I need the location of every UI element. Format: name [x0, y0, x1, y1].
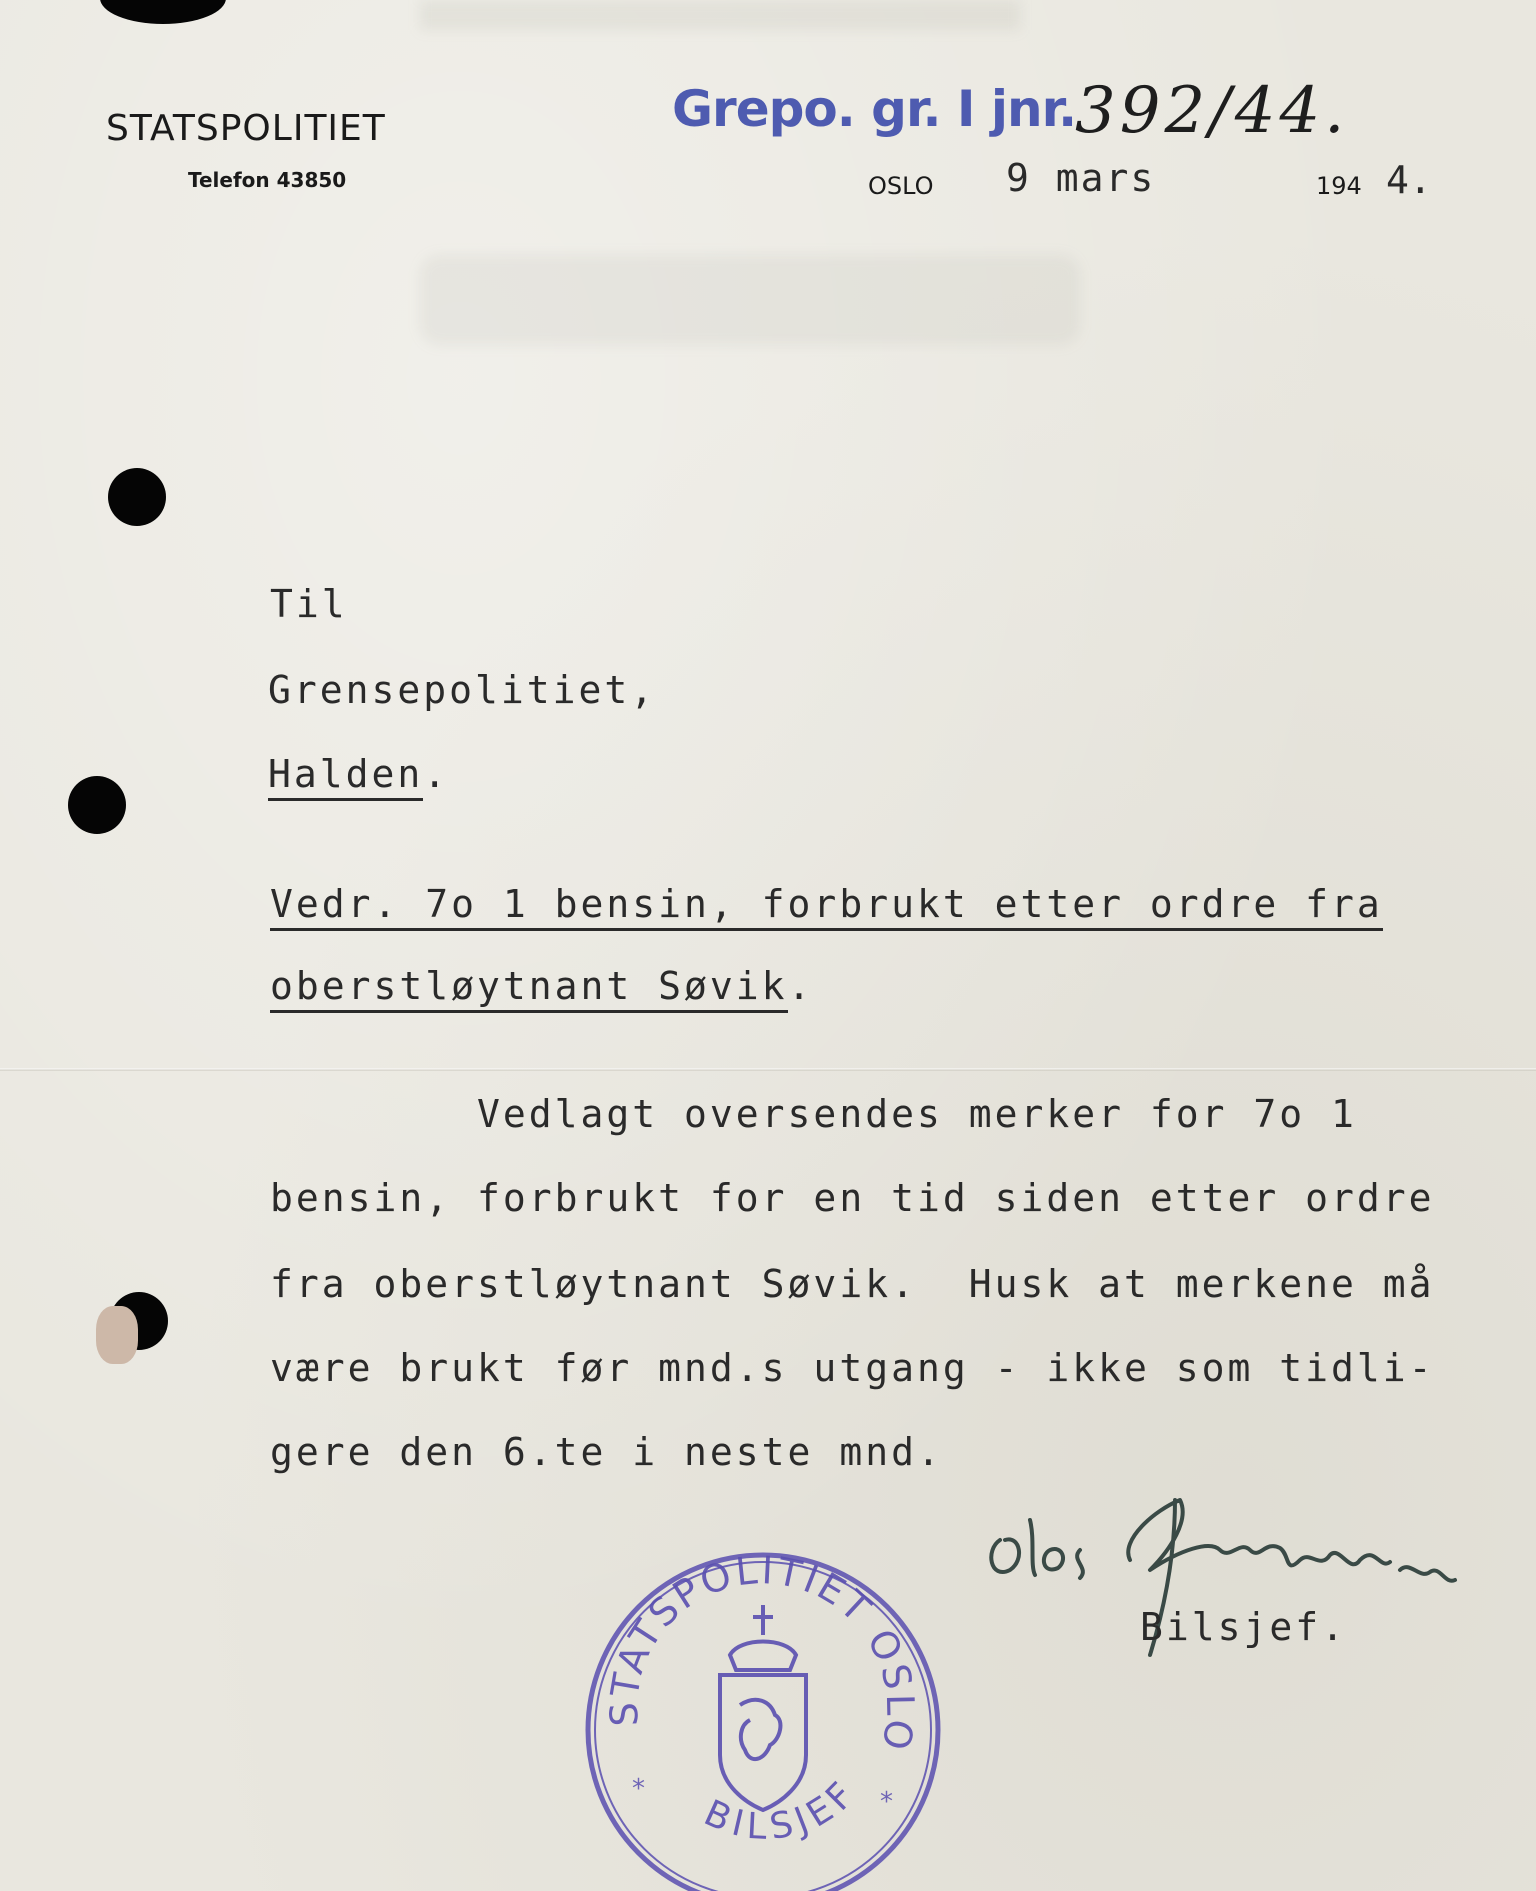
svg-text:STATSPOLITIET OSLO — [602, 1548, 923, 1756]
subject-line2-text: oberstløytnant Søvik — [270, 964, 788, 1013]
punch-hole-top-edge — [100, 0, 226, 24]
svg-text:*: * — [880, 1787, 893, 1817]
body-line-1: Vedlagt oversendes merker for 7o 1 — [270, 1092, 1357, 1136]
date-year-prefix: 194 — [1316, 172, 1362, 200]
recipient-city: Halden — [268, 752, 423, 801]
journal-number-handwritten: 392/44. — [1075, 74, 1349, 148]
handwritten-signature — [980, 1480, 1500, 1670]
body-line-3: fra oberstløytnant Søvik. Husk at merkene må — [270, 1262, 1435, 1306]
torn-paper-patch — [96, 1306, 138, 1364]
seal-bottom-text: BILSJEF — [697, 1771, 867, 1849]
svg-text:*: * — [632, 1774, 645, 1804]
official-seal-stamp — [580, 1545, 950, 1891]
date-day-month: 9 mars — [1006, 156, 1156, 200]
signature-title: Bilsjef. — [1140, 1605, 1348, 1649]
date-place: OSLO — [868, 172, 934, 200]
subject-line1-text: Vedr. 7o 1 bensin, forbrukt etter ordre fra — [270, 882, 1383, 931]
punch-hole-1 — [108, 468, 166, 526]
journal-stamp-label: Grepo. gr. I jnr. — [672, 80, 1077, 138]
subject-line1 — [270, 882, 1383, 926]
seal-top-text: STATSPOLITIET OSLO — [601, 1547, 923, 1757]
letterhead-org: STATSPOLITIET — [106, 108, 386, 149]
recipient-salutation: Til — [270, 582, 348, 626]
body-line-2: bensin, forbrukt for en tid siden etter ordre — [270, 1176, 1435, 1220]
letterhead-phone: Telefon 43850 — [188, 168, 347, 192]
body-line-5: gere den 6.te i neste mnd. — [270, 1430, 943, 1474]
recipient-line1: Grensepolitiet, — [268, 668, 657, 712]
coat-of-arms-icon — [720, 1605, 806, 1810]
bleed-through-mark — [420, 255, 1080, 345]
paper-fold-line — [0, 1068, 1536, 1071]
recipient-line2 — [268, 752, 449, 796]
body-line-4: være brukt før mnd.s utgang - ikke som tidli- — [270, 1346, 1435, 1390]
bleed-through-mark-top — [420, 0, 1020, 30]
subject-line2-period: . — [787, 964, 814, 1008]
punch-hole-2 — [68, 776, 126, 834]
svg-text:BILSJEF — [698, 1771, 866, 1848]
subject-line2 — [270, 964, 813, 1008]
recipient-city-period: . — [423, 752, 450, 796]
date-year-digit: 4. — [1386, 158, 1432, 202]
